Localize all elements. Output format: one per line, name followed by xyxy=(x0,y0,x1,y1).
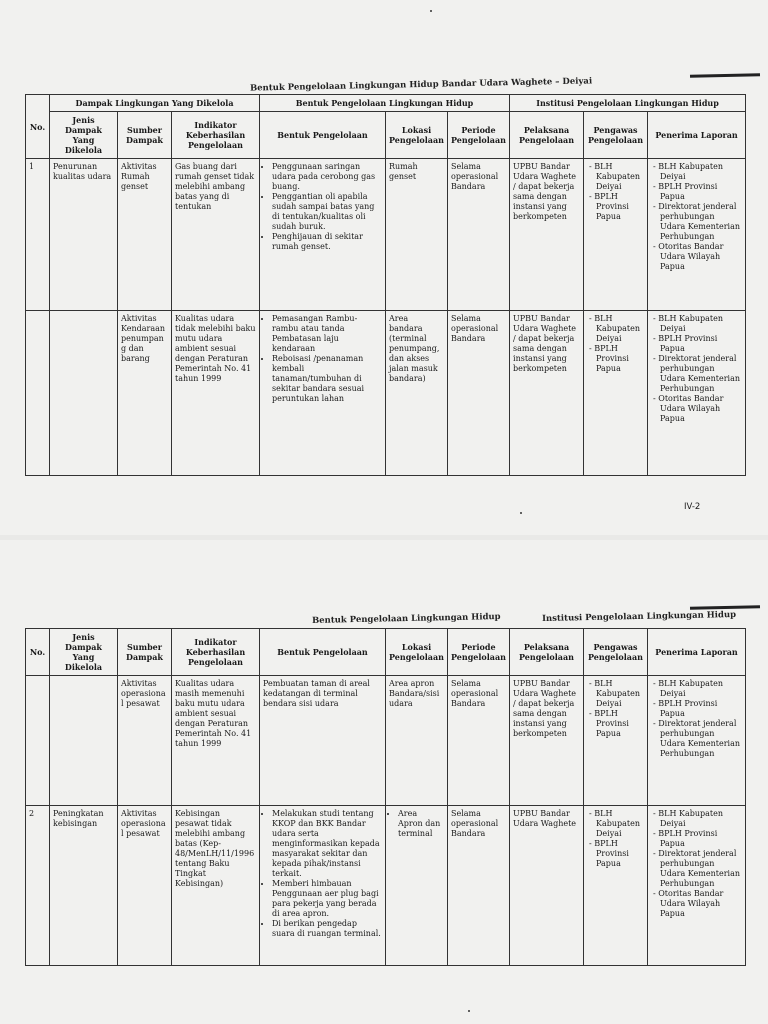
cell-indikator: Kualitas udara masih memenuhi baku mutu udara ambient sesuai dengan Peraturan Pemerintah No. 41 tahun 1999 xyxy=(172,676,260,806)
page-number: IV-2 xyxy=(684,502,701,512)
cell-penerima xyxy=(648,806,746,966)
col-bentuk: Bentuk Pengelolaan xyxy=(260,629,386,676)
list-item: - BLH Kabupaten Deiyai xyxy=(660,679,742,699)
col-pelaksana: Pelaksana Pengelolaan xyxy=(510,112,584,159)
col-lokasi: Lokasi Pengelolaan xyxy=(386,629,448,676)
cell-indikator: Kebisingan pesawat tidak melebihi ambang batas (Kep-48/MenLH/11/1996 tentang Baku Tingkat Kebisingan) xyxy=(172,806,260,966)
cell-sumber: Aktivitas Kendaraan penumpang dan barang xyxy=(118,311,172,476)
cell-bentuk xyxy=(260,159,386,311)
group-header-dampak: Dampak Lingkungan Yang Dikelola xyxy=(50,95,260,112)
cell-no xyxy=(26,676,50,806)
cell-pelaksana: UPBU Bandar Udara Waghete xyxy=(510,806,584,966)
scan-header-right: Institusi Pengelolaan Lingkungan Hidup xyxy=(541,609,737,625)
cell-pelaksana: UPBU Bandar Udara Waghete / dapat bekerja sama dengan instansi yang berkompeten xyxy=(510,159,584,311)
cell-lokasi: Area apron Bandara/sisi udara xyxy=(386,676,448,806)
list-item: - Direktorat jenderal perhubungan Udara Kementerian Perhubungan xyxy=(660,849,742,889)
list-item: - Direktorat jenderal perhubungan Udara Kementerian Perhubungan xyxy=(660,202,742,242)
scan-speck xyxy=(468,1010,470,1012)
cell-penerima xyxy=(648,311,746,476)
list-item: - BPLH Provinsi Papua xyxy=(596,709,644,739)
scan-speck xyxy=(430,10,432,12)
list-item: - BPLH Provinsi Papua xyxy=(660,829,742,849)
col-periode: Periode Pengelolaan xyxy=(448,112,510,159)
list-item: - Direktorat jenderal perhubungan Udara Kementerian Perhubungan xyxy=(660,354,742,394)
cell-lokasi: Rumah genset xyxy=(386,159,448,311)
cell-sumber: Aktivitas Rumah genset xyxy=(118,159,172,311)
cell-jenis: Penurunan kualitas udara xyxy=(50,159,118,311)
cell-periode: Selama operasional Bandara xyxy=(448,676,510,806)
environment-management-table-1 xyxy=(25,94,746,476)
col-penerima: Penerima Laporan xyxy=(648,112,746,159)
list-item: - BLH Kabupaten Deiyai xyxy=(596,809,644,839)
list-item: • Reboisasi /penanaman kembali tanaman/tumbuhan di sekitar bandara sesuai peruntukan lahan xyxy=(272,354,382,404)
cell-pengawas xyxy=(584,311,648,476)
list-item: • Penghijauan di sekitar rumah genset. xyxy=(272,232,382,252)
cell-pengawas xyxy=(584,159,648,311)
cell-no xyxy=(26,311,50,476)
list-item: • Di berikan pengedap suara di ruangan terminal. xyxy=(272,919,382,939)
cell-bentuk xyxy=(260,311,386,476)
cell-bentuk xyxy=(260,806,386,966)
col-bentuk: Bentuk Pengelolaan xyxy=(260,112,386,159)
col-sumber: Sumber Dampak xyxy=(118,629,172,676)
table-row xyxy=(26,676,746,806)
list-item: - BPLH Provinsi Papua xyxy=(660,182,742,202)
list-item: - BLH Kabupaten Deiyai xyxy=(596,314,644,344)
list-item: • Melakukan studi tentang KKOP dan BKK Bandar udara serta menginformasikan kepada masyarakat sekitar dan kepada pihak/instansi terkait. xyxy=(272,809,382,879)
cell-periode: Selama operasional Bandara xyxy=(448,311,510,476)
col-jenis: Jenis Dampak Yang Dikelola xyxy=(50,629,118,676)
list-item: - BPLH Provinsi Papua xyxy=(596,839,644,869)
cell-lokasi xyxy=(386,806,448,966)
scan-edge-line xyxy=(690,605,760,609)
col-indikator: Indikator Keberhasilan Pengelolaan xyxy=(172,112,260,159)
list-item: • Pemasangan Rambu-rambu atau tanda Pembatasan laju kendaraan xyxy=(272,314,382,354)
cell-periode: Selama operasional Bandara xyxy=(448,806,510,966)
col-jenis: Jenis Dampak Yang Dikelola xyxy=(50,112,118,159)
table-row xyxy=(26,159,746,311)
list-item: • Penggantian oli apabila sudah sampai batas yang di tentukan/kualitas oli sudah buruk. xyxy=(272,192,382,232)
col-penerima: Penerima Laporan xyxy=(648,629,746,676)
scan-edge-line xyxy=(690,73,760,77)
col-no: No. xyxy=(26,95,50,159)
list-item: • Area Apron dan terminal xyxy=(398,809,444,839)
scan-speck xyxy=(520,512,522,514)
cell-penerima xyxy=(648,159,746,311)
list-item: - BPLH Provinsi Papua xyxy=(660,334,742,354)
list-item: - BPLH Provinsi Papua xyxy=(596,344,644,374)
cell-no: 1 xyxy=(26,159,50,311)
cell-jenis: Peningkatan kebisingan xyxy=(50,806,118,966)
cell-sumber: Aktivitas operasional pesawat xyxy=(118,806,172,966)
cell-jenis xyxy=(50,676,118,806)
list-item: • Penggunaan saringan udara pada cerobong gas buang. xyxy=(272,162,382,192)
list-item: - BLH Kabupaten Deiyai xyxy=(596,679,644,709)
cell-bentuk: Pembuatan taman di areal kedatangan di terminal bendara sisi udara xyxy=(260,676,386,806)
group-header-institusi: Institusi Pengelolaan Lingkungan Hidup xyxy=(510,95,746,112)
cell-pelaksana: UPBU Bandar Udara Waghete / dapat bekerja sama dengan instansi yang berkompeten xyxy=(510,311,584,476)
list-item: - Otoritas Bandar Udara Wilayah Papua xyxy=(660,394,742,424)
cell-no: 2 xyxy=(26,806,50,966)
list-item: - BPLH Provinsi Papua xyxy=(660,699,742,719)
col-pelaksana: Pelaksana Pengelolaan xyxy=(510,629,584,676)
cell-pengawas xyxy=(584,676,648,806)
cell-indikator: Kualitas udara tidak melebihi baku mutu udara ambient sesuai dengan Peraturan Pemerintah No. 41 tahun 1999 xyxy=(172,311,260,476)
cell-pelaksana: UPBU Bandar Udara Waghete / dapat bekerja sama dengan instansi yang berkompeten xyxy=(510,676,584,806)
col-lokasi: Lokasi Pengelolaan xyxy=(386,112,448,159)
scan-header: Bentuk Pengelolaan Lingkungan Hidup Bandar Udara Waghete – Deiyai xyxy=(249,76,593,94)
environment-management-table-2 xyxy=(25,628,746,966)
table-row xyxy=(26,806,746,966)
cell-penerima xyxy=(648,676,746,806)
list-item: - BLH Kabupaten Deiyai xyxy=(660,314,742,334)
scan-header-left: Bentuk Pengelolaan Lingkungan Hidup xyxy=(311,612,501,626)
col-pengawas: Pengawas Pengelolaan xyxy=(584,112,648,159)
group-header-bentuk: Bentuk Pengelolaan Lingkungan Hidup xyxy=(260,95,510,112)
list-item: - Direktorat jenderal perhubungan Udara Kementerian Perhubungan xyxy=(660,719,742,759)
col-no: No. xyxy=(26,629,50,676)
list-item: - Otoritas Bandar Udara Wilayah Papua xyxy=(660,889,742,919)
cell-lokasi: Area bandara (terminal penumpang, dan akses jalan masuk bandara) xyxy=(386,311,448,476)
col-pengawas: Pengawas Pengelolaan xyxy=(584,629,648,676)
col-periode: Periode Pengelolaan xyxy=(448,629,510,676)
list-item: - BPLH Provinsi Papua xyxy=(596,192,644,222)
list-item: - BLH Kabupaten Deiyai xyxy=(596,162,644,192)
cell-periode: Selama operasional Bandara xyxy=(448,159,510,311)
cell-sumber: Aktivitas operasional pesawat xyxy=(118,676,172,806)
list-item: • Memberi himbauan Penggunaan aer plug bagi para pekerja yang berada di area apron. xyxy=(272,879,382,919)
cell-jenis xyxy=(50,311,118,476)
document-page-2 xyxy=(0,540,768,1024)
cell-indikator: Gas buang dari rumah genset tidak melebihi ambang batas yang di tentukan xyxy=(172,159,260,311)
col-indikator: Indikator Keberhasilan Pengelolaan xyxy=(172,629,260,676)
list-item: - BLH Kabupaten Deiyai xyxy=(660,162,742,182)
cell-pengawas xyxy=(584,806,648,966)
list-item: - Otoritas Bandar Udara Wilayah Papua xyxy=(660,242,742,272)
col-sumber: Sumber Dampak xyxy=(118,112,172,159)
list-item: - BLH Kabupaten Deiyai xyxy=(660,809,742,829)
table-row xyxy=(26,311,746,476)
